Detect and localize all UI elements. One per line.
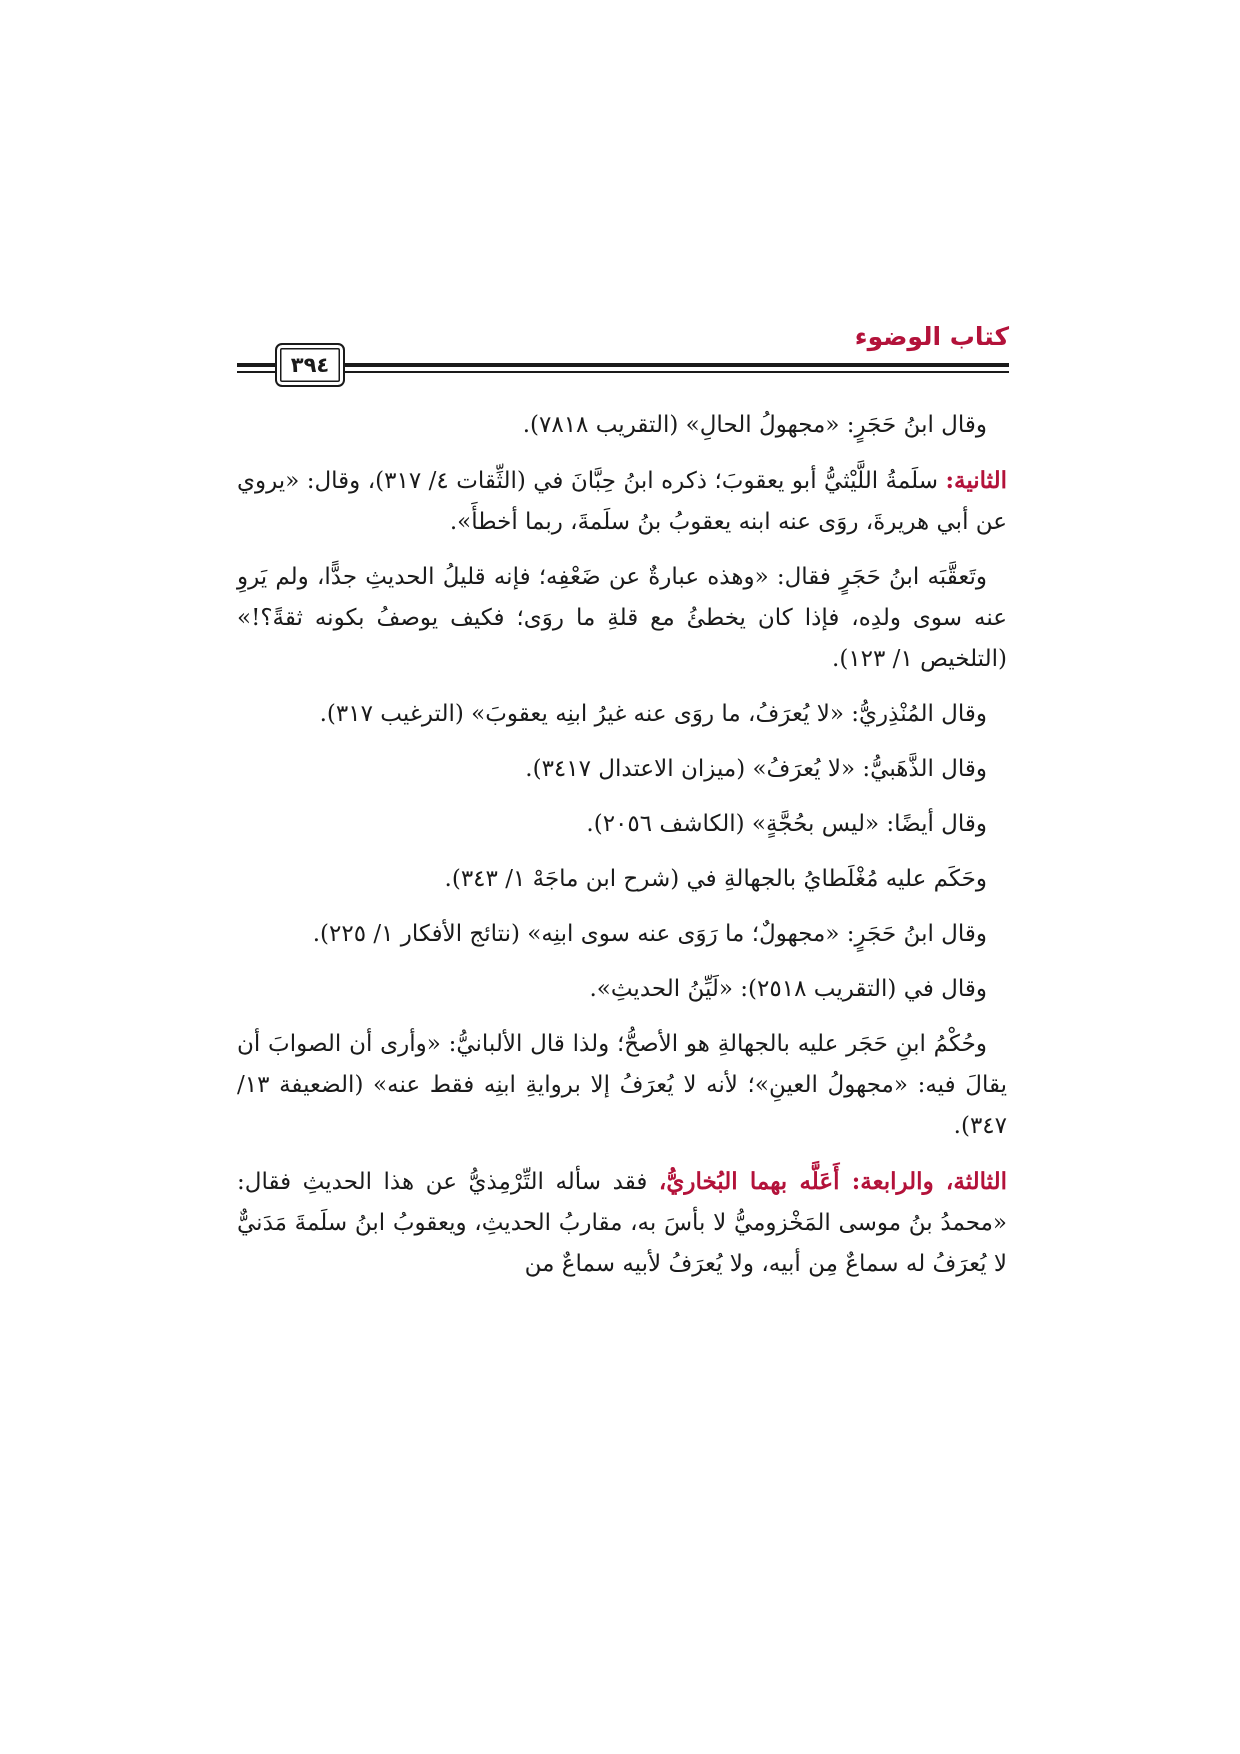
- paragraph: [237, 914, 1007, 955]
- page-header: [237, 316, 1009, 386]
- header-rule-thin: [237, 371, 1009, 373]
- page-number-frame: [275, 343, 345, 387]
- paragraph: [237, 749, 1007, 790]
- paragraph: [237, 859, 1007, 900]
- page-number: ٣٩٤: [290, 353, 330, 377]
- paragraph: [237, 694, 1007, 735]
- paragraph: [237, 405, 1007, 446]
- paragraph-text: وقال الذَّهَبيُّ: «لا يُعرَفُ» (ميزان الاعتدال ٣٤١٧).: [525, 756, 987, 782]
- paragraph-text: وحُكْمُ ابنِ حَجَر عليه بالجهالةِ هو الأصحُّ؛ ولذا قال الألبانيُّ: «وأرى أن الصوابَ أن يقالَ فيه: «مجهولُ العينِ»؛ لأنه لا يُعرَفُ إلا بروايةِ ابنِه فقط عنه» (الضعيفة ١٣/ ٣٤٧).: [237, 1031, 1007, 1139]
- paragraph-text: فقد سأله التِّرْمِذيُّ عن هذا الحديثِ فقال: «محمدُ بنُ موسى المَخْزوميُّ لا بأسَ به، مقاربُ الحديثِ، ويعقوبُ ابنُ سلَمةَ مَدَنيٌّ لا يُعرَفُ له سماعٌ مِن أبيه، ولا يُعرَفُ لأبيه سماعٌ من: [237, 1169, 1007, 1277]
- paragraph-text: سلَمةُ اللَّيْثيُّ أبو يعقوبَ؛ ذكره ابنُ حِبَّانَ في (الثِّقات ٤/ ٣١٧)، وقال: «يروي عن أبي هريرةَ، روَى عنه ابنه يعقوبُ بنُ سلَمةَ، ربما أخطأَ».: [237, 468, 1007, 535]
- paragraph-text: وقال ابنُ حَجَرٍ: «مجهولُ الحالِ» (التقريب ٧٨١٨).: [522, 412, 987, 438]
- book-title: كتاب الوضوء: [854, 322, 1009, 351]
- paragraph-text: وقال في (التقريب ٢٥١٨): «لَيِّنُ الحديثِ».: [589, 976, 987, 1002]
- section-label: الثانية:: [945, 467, 1008, 494]
- body-text: [237, 405, 1007, 1299]
- paragraph: [237, 804, 1007, 845]
- paragraph-text: وتَعقَّبَه ابنُ حَجَرٍ فقال: «وهذه عبارةٌ عن ضَعْفِه؛ فإنه قليلُ الحديثِ جدًّا، ولم يَروِ عنه سوى ولدِه، فإذا كان يخطئُ مع قلةِ ما روَى؛ فكيف يوصفُ بكونه ثقةً؟!» (التلخيص ١/ ١٢٣).: [237, 564, 1007, 672]
- paragraph-text: وحَكَم عليه مُغْلَطايُ بالجهالةِ في (شرح ابن ماجَهْ ١/ ٣٤٣).: [444, 866, 987, 892]
- section-label: الثالثة، والرابعة: أَعَلَّه بهما البُخاريُّ،: [658, 1168, 1007, 1195]
- paragraph-text: وقال المُنْذِريُّ: «لا يُعرَفُ، ما روَى عنه غيرُ ابنِه يعقوبَ» (الترغيب ٣١٧).: [319, 701, 987, 727]
- paragraph: [237, 460, 1007, 543]
- paragraph-text: وقال ابنُ حَجَرٍ: «مجهولٌ؛ ما رَوَى عنه سوى ابنِه» (نتائج الأفكار ١/ ٢٢٥).: [312, 921, 987, 947]
- paragraph: [237, 969, 1007, 1010]
- paragraph-text: وقال أيضًا: «ليس بحُجَّةٍ» (الكاشف ٢٠٥٦).: [586, 811, 987, 837]
- header-rule-thick: [237, 363, 1009, 367]
- paragraph: [237, 557, 1007, 680]
- paragraph: [237, 1161, 1007, 1285]
- paragraph: [237, 1024, 1007, 1147]
